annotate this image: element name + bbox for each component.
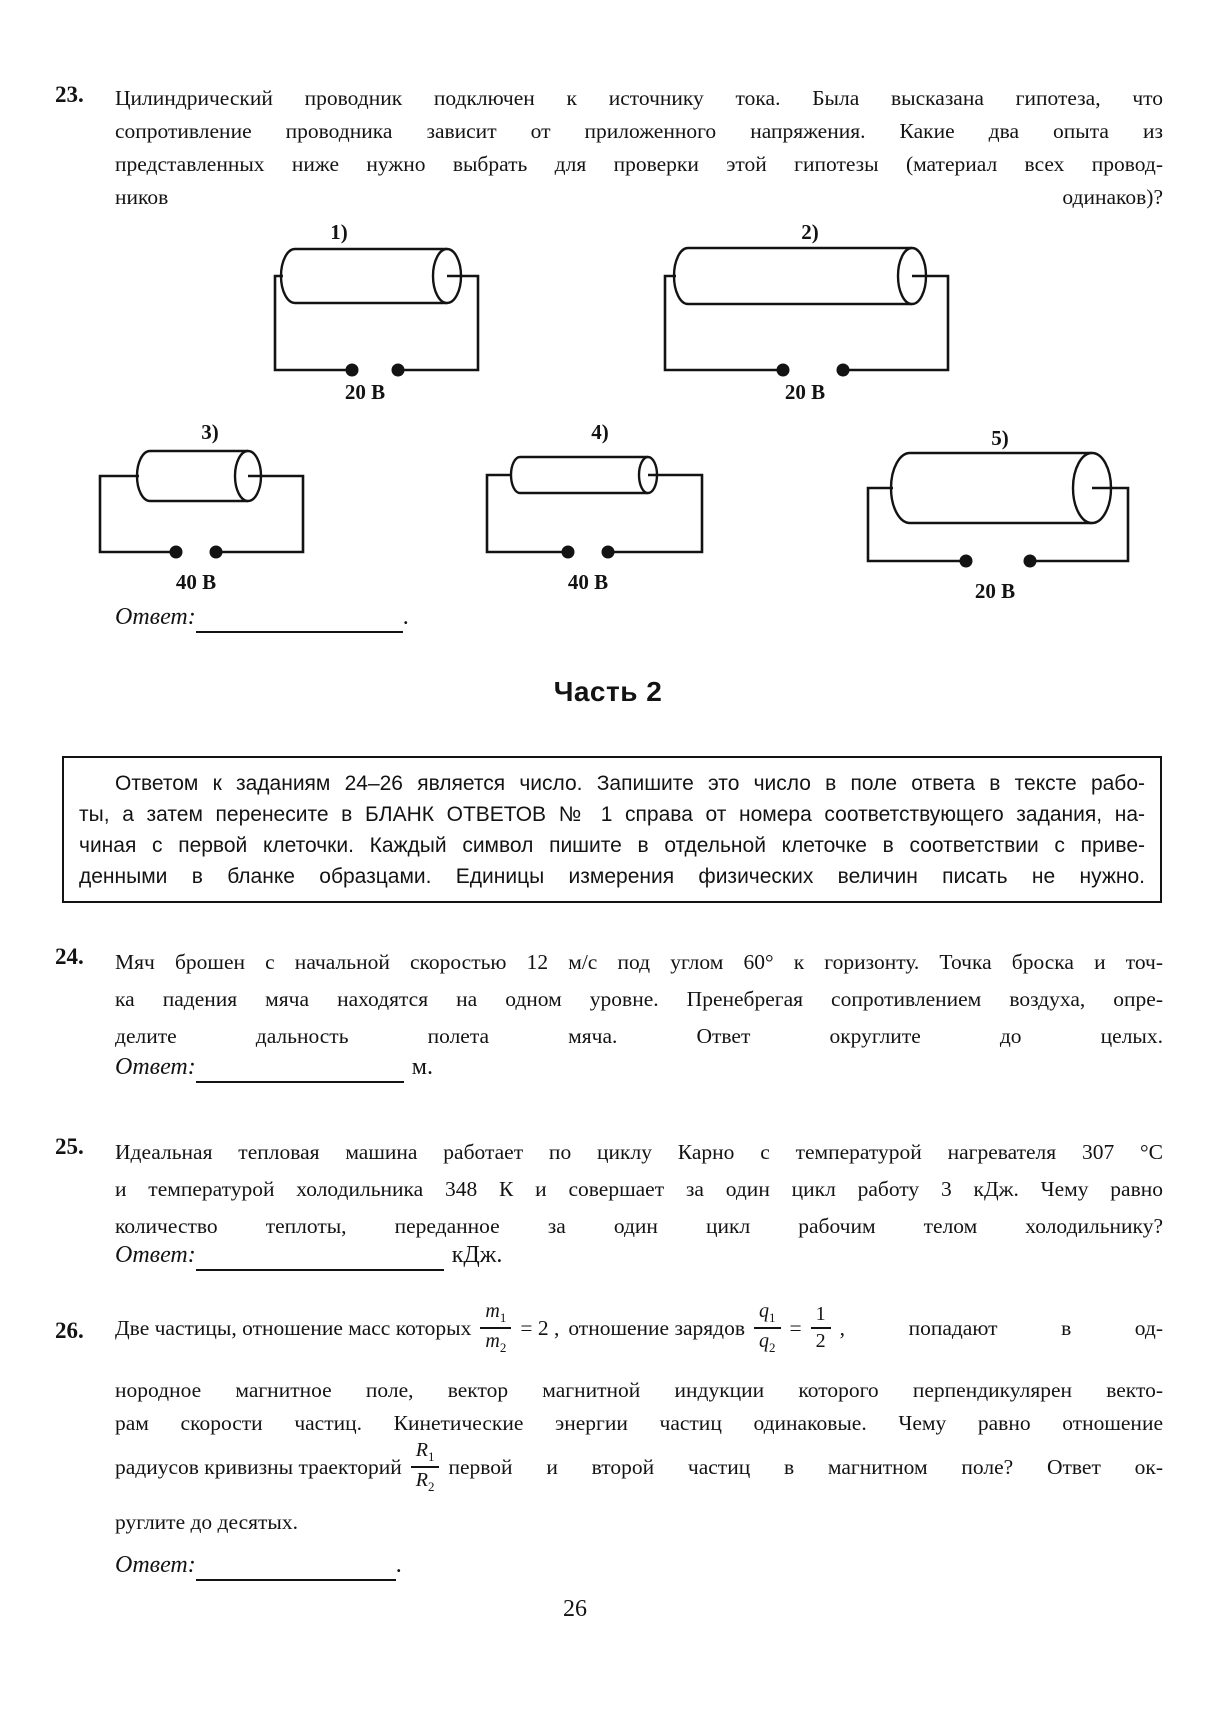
circuit-3-voltage: 40 В [175, 570, 217, 594]
question-26-line4 [115, 1436, 1163, 1498]
question-26-number: 26. [55, 1318, 84, 1343]
fraction-numerator: $m_1$ [480, 1300, 511, 1329]
circuit-4-drawing [482, 446, 707, 568]
fraction-denominator: $m_2$ [485, 1330, 507, 1355]
question-24-number: 24. [55, 944, 84, 969]
question-24-line: Мяч брошен с начальной скоростью 12 м/с под углом 60° к горизонту. Точка броска и точ- [115, 950, 1163, 974]
answer-label: Ответ: [115, 1242, 196, 1268]
question-25-answer-row [115, 1242, 502, 1271]
circuit-diagram-1 [269, 220, 484, 406]
instruction-line: денными в бланке образцами. Единицы измерения физических величин писать не нужно. [79, 865, 1145, 888]
answer-label: Ответ: [115, 1054, 196, 1080]
conductor-cylinder [281, 249, 447, 303]
terminal-dot [1024, 555, 1037, 568]
terminal-dot [210, 546, 223, 559]
question-25 [55, 1134, 1165, 1245]
question-26-line2: нородное магнитное поле, вектор магнитной индукции которого перпендикулярен векто- [115, 1378, 1163, 1402]
question-23-line: Цилиндрический проводник подключен к источнику тока. Была высказана гипотеза, что [115, 86, 1163, 110]
fraction-R1-R2 [411, 1439, 440, 1495]
question-23-number: 23. [55, 82, 84, 107]
instructions-box [62, 756, 1162, 903]
fraction-numerator: $q_1$ [754, 1300, 781, 1329]
terminal-dot [392, 364, 405, 377]
conductor-cylinder [891, 453, 1092, 523]
wire [100, 476, 303, 552]
answer-suffix: . [402, 604, 409, 630]
question-24-line: делите дальность полета мяча. Ответ округлите до целых. [115, 1024, 1163, 1048]
circuit-5-label: 5) [991, 426, 1009, 450]
question-23-line: представленных ниже нужно выбрать для проверки этой гипотезы (материал всех провод- [115, 152, 1163, 176]
question-26-line1 [115, 1296, 1163, 1360]
circuit-1-drawing [269, 246, 484, 380]
fraction-denominator: $R_2$ [415, 1469, 435, 1494]
terminal-dot [562, 546, 575, 559]
question-25-number: 25. [55, 1134, 84, 1159]
circuit-diagram-5 [863, 420, 1133, 606]
question-26-text: отношение зарядов [568, 1315, 745, 1340]
circuit-5-drawing [863, 450, 1133, 577]
question-23-answer-row [115, 604, 409, 633]
answer-label: Ответ: [115, 604, 196, 630]
terminal-dot [602, 546, 615, 559]
conductor-cylinder [137, 451, 248, 501]
question-26-equals: = [789, 1315, 802, 1340]
instruction-line: Ответом к заданиям 24–26 является число. Запишите это число в поле ответа в тексте рабо- [115, 772, 1145, 795]
conductor-cylinder [511, 457, 648, 493]
page-number: 26 [563, 1596, 587, 1622]
question-24 [55, 944, 1165, 1055]
circuit-4-voltage: 40 В [567, 570, 609, 594]
question-24-text [115, 944, 1163, 1055]
fraction-denominator: 2 [815, 1330, 826, 1352]
answer-label: Ответ: [115, 1552, 196, 1578]
question-23-line: ников одинаков)? [115, 185, 1163, 209]
terminal-dot [837, 364, 850, 377]
question-26-equals: = 2 , [520, 1315, 560, 1340]
question-26-text: Две частицы, отношение масс которых [115, 1315, 472, 1340]
circuit-diagram-3 [95, 420, 310, 594]
circuit-5-voltage: 20 В [974, 579, 1016, 603]
answer-suffix: . [395, 1552, 402, 1578]
fraction-one-half [811, 1303, 831, 1353]
question-25-line: количество теплоты, переданное за один цикл рабочим телом холодильнику? [115, 1214, 1163, 1238]
question-24-answer-row [115, 1054, 433, 1083]
circuit-4-label: 4) [591, 420, 609, 444]
answer-blank [196, 604, 403, 633]
answer-blank [196, 1552, 396, 1581]
circuit-1-label: 1) [330, 220, 348, 244]
fraction-numerator: $R_1$ [411, 1439, 440, 1468]
answer-unit: кДж. [451, 1242, 503, 1268]
fraction-numerator: 1 [811, 1303, 831, 1329]
question-25-text [115, 1134, 1163, 1245]
question-26-line5: руглите до десятых. [115, 1510, 298, 1534]
terminal-dot [346, 364, 359, 377]
question-24-line: ка падения мяча находятся на одном уровне. Пренебрегая сопротивлением воздуха, опре- [115, 987, 1163, 1011]
circuit-2-label: 2) [801, 220, 819, 244]
terminal-dot [170, 546, 183, 559]
question-26-answer-row [115, 1552, 402, 1581]
conductor-cylinder [674, 248, 912, 304]
question-26-text: первой и второй частиц в магнитном поле? Ответ ок- [448, 1454, 1163, 1479]
instruction-line: ты, а затем перенесите в БЛАНК ОТВЕТОВ № 1 справа от номера соответствующего задания, на- [79, 803, 1145, 826]
answer-blank [196, 1242, 444, 1271]
question-26-text: радиусов кривизны траекторий [115, 1454, 402, 1479]
wire [487, 475, 702, 552]
circuit-2-drawing [660, 246, 952, 380]
answer-unit: м. [411, 1054, 433, 1080]
question-23-text [115, 82, 1163, 214]
question-25-line: и температурой холодильника 348 К и совершает за один цикл работу 3 кДж. Чему равно [115, 1177, 1163, 1201]
circuit-diagram-2 [660, 220, 952, 406]
instruction-line: чиная с первой клеточки. Каждый символ пишите в отдельной клеточке в соответствии с приве- [79, 834, 1145, 857]
circuit-diagram-4 [482, 420, 707, 594]
answer-blank [196, 1054, 404, 1083]
part2-heading: Часть 2 [553, 676, 663, 707]
fraction-q1-q2 [754, 1300, 781, 1356]
circuit-3-label: 3) [201, 420, 219, 444]
question-26-text: , попадают в од- [839, 1315, 1163, 1340]
circuit-1-voltage: 20 В [344, 380, 386, 404]
circuit-3-drawing [95, 446, 310, 568]
question-23 [55, 82, 1165, 214]
terminal-dot [960, 555, 973, 568]
question-25-line: Идеальная тепловая машина работает по циклу Карно с температурой нагревателя 307 °С [115, 1140, 1163, 1164]
fraction-m1-m2 [480, 1300, 511, 1356]
question-23-line: сопротивление проводника зависит от приложенного напряжения. Какие два опыта из [115, 119, 1163, 143]
terminal-dot [777, 364, 790, 377]
circuit-2-voltage: 20 В [784, 380, 826, 404]
fraction-denominator: $q_2$ [759, 1330, 776, 1355]
question-26-line3: рам скорости частиц. Кинетические энергии частиц одинаковые. Чему равно отношение [115, 1411, 1163, 1435]
